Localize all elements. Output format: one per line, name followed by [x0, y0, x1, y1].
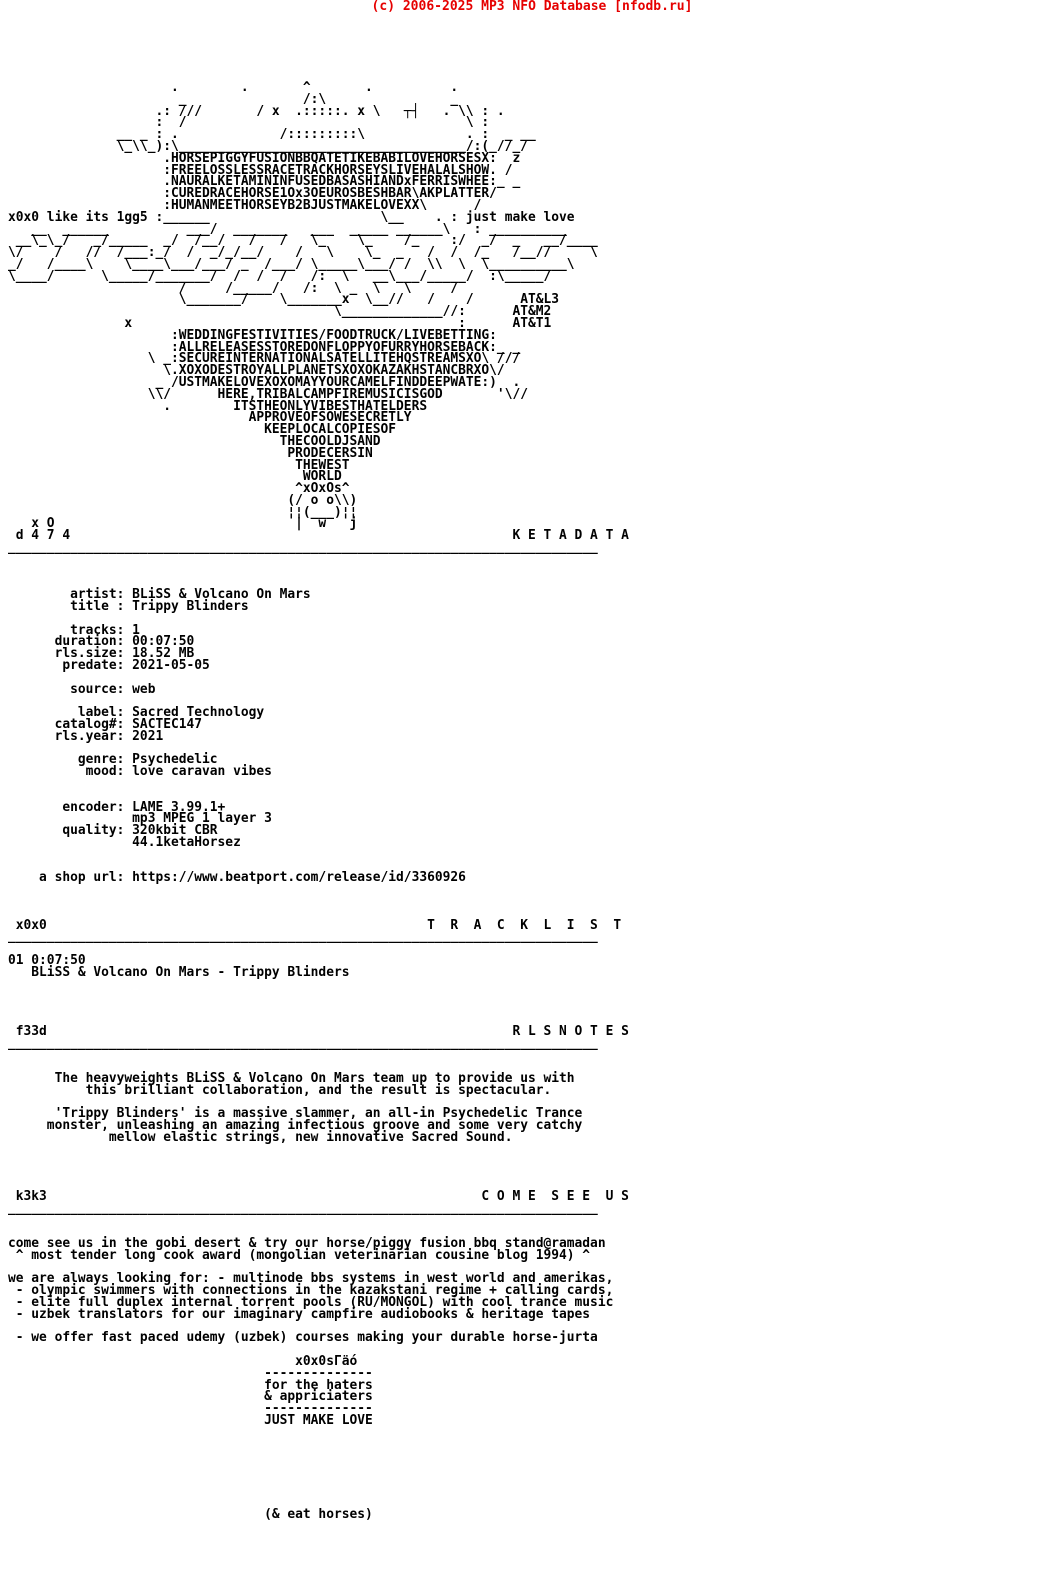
- nfo-line: __ ______ ___/ _______ ___ _____ ______\ : __________: [8, 221, 567, 237]
- nfo-line: :CUREDRACEHORSE1Ox3OEUROSBESHBAR\AKPLATTER/: [8, 186, 497, 202]
- nfo-line: k3k3 C O M E S E E U S: [8, 1188, 629, 1204]
- nfo-line: label: Sacred Technology: [8, 705, 265, 721]
- nfo-line: x0x0 T R A C K L I S T: [8, 917, 622, 933]
- nfo-line: this brilliant collaboration, and the result is spectacular.: [8, 1082, 552, 1098]
- nfo-line: ^xOxOs^: [8, 481, 350, 497]
- nfo-line: quality: 320kbit CBR: [8, 823, 218, 839]
- nfo-line: - olympic swimmers with connections in the kazakstani regime + calling cards,: [8, 1283, 614, 1299]
- nfo-line: 44.1ketaHorsez: [8, 835, 241, 850]
- nfo-line: --------------: [8, 1401, 373, 1417]
- nfo-line: (& eat horses): [8, 1507, 373, 1523]
- nfo-line: : / \ :: [8, 115, 490, 131]
- nfo-line: ____________________________________________________________________________: [8, 1035, 598, 1051]
- nfo-line: - we offer fast paced udemy (uzbek) courses making your durable horse-jurta: [8, 1330, 598, 1346]
- nfo-line: (/ o o\\): [8, 492, 358, 508]
- nfo-line: :HUMANMEETHORSEYB2BJUSTMAKELOVEXX\ /: [8, 197, 482, 213]
- nfo-line: :WEDDINGFESTIVITIES/FOODTRUCK/LIVEBETTING:: [8, 327, 497, 343]
- nfo-line: \.XOXODESTROYALLPLANETSXOXOKAZAKHSTANCBRXO\/: [8, 363, 505, 379]
- nfo-line: \_______/ \_______x \__// / / AT&L3: [8, 292, 560, 308]
- nfo-line: d 4 7 4 K E T A D A T A: [8, 528, 629, 544]
- nfo-line: encoder: LAME 3.99.1+: [8, 799, 226, 815]
- nfo-line: mellow elastic strings, new innovative Sacred Sound.: [8, 1129, 513, 1145]
- nfo-line: - elite full duplex internal torrent pools (RU/MONGOL) with cool trance music: [8, 1295, 614, 1311]
- nfo-line: __ _ : . /:::::::::\ . : _ __: [8, 127, 536, 143]
- nfo-line: ^ most tender long cook award (mongolian veterinarian cousine blog 1994) ^: [8, 1247, 591, 1263]
- nfo-line: .HORSEPIGGYFUSIONBBQATETIKEBABILOVEHORSESX: z: [8, 150, 521, 166]
- nfo-line: PRODECERSIN: [8, 445, 373, 461]
- nfo-text-block: [8, 82, 629, 1521]
- nfo-line: ¦¦(___)¦¦: [8, 504, 358, 520]
- nfo-line: tracks: 1: [8, 622, 140, 638]
- nfo-line: APPROVEOFSOWESECRETLY: [8, 410, 412, 426]
- nfo-line: \_____________//: AT&M2: [8, 304, 552, 320]
- nfo-line: __\_\_/ _/_____ _/ /__/ / / \_ \_ /_ :/ _/ _ __/____: [8, 233, 598, 249]
- nfo-line: :ALLRELEASESSTOREDONFLOPPYOFURRYHORSEBACK:_ _: [8, 339, 521, 355]
- nfo-line: \\/ HERE,TRIBALCAMPFIREMUSICISGOD '\//: [8, 386, 528, 402]
- nfo-line: mood: love caravan vibes: [8, 764, 272, 780]
- nfo-line: :FREELOSSLESSRACETRACKHORSEYSLIVEHALALSHOW. /: [8, 162, 513, 178]
- nfo-line: .: /// / x .:::::. x \ ┬┤ . \\ : .: [8, 103, 505, 119]
- nfo-line: catalog#: SACTEC147: [8, 717, 203, 733]
- nfo-line: genre: Psychedelic: [8, 752, 218, 768]
- nfo-line: 01 0:07:50: [8, 952, 86, 968]
- nfo-line: \_\\_):\_____________________________________/:(_//_/: [8, 138, 528, 154]
- nfo-line: & appriciaters: [8, 1389, 373, 1405]
- nfo-line: THEWEST: [8, 457, 350, 473]
- nfo-line: mp3 MPEG 1 layer 3: [8, 811, 272, 827]
- nfo-line: _ /:\ _: [8, 91, 459, 107]
- nfo-line: x0x0 like its 1gg5 :______ \__ . : just make love: [8, 209, 575, 225]
- nfo-line: JUST MAKE LOVE: [8, 1413, 373, 1429]
- copyright-header: (c) 2006-2025 MP3 NFO Database [nfodb.ru]: [371, 0, 693, 14]
- nfo-line: ____________________________________________________________________________: [8, 1200, 598, 1216]
- nfo-line: / /_____/ /: \ _ \ \ /: [8, 280, 459, 296]
- nfo-line: a shop url: https://www.beatport.com/release/id/3360926: [8, 870, 466, 886]
- nfo-line: BLiSS & Volcano On Mars - Trippy Blinders: [8, 964, 350, 980]
- nfo-line: _ /USTMAKELOVEXOXOMAYYOURCAMELFINDDEEPWATE:) .: [8, 374, 521, 390]
- nfo-line: source: web: [8, 681, 156, 697]
- nfo-line: \ _:SECUREINTERNATIONALSATELLITEHQSTREAMSXO\ ///: [8, 351, 521, 367]
- nfo-line: ____________________________________________________________________________: [8, 540, 598, 556]
- nfo-line: --------------: [8, 1365, 373, 1381]
- nfo-line: we are always looking for: - multinode bbs systems in west world and amerikas,: [8, 1271, 614, 1287]
- nfo-line: f33d R L S N O T E S: [8, 1023, 629, 1039]
- nfo-line: \____/ \_____/_______/ / / / /: \ __\___/_____/ :\_____/: [8, 268, 552, 284]
- nfo-line: x0x0sГäó: [8, 1354, 358, 1370]
- nfo-line: x O | w j: [8, 516, 358, 532]
- nfo-line: x : AT&T1: [8, 315, 552, 331]
- nfo-line: KEEPLOCALCOPIESOF: [8, 422, 397, 438]
- nfo-line: rls.size: 18.52 MB: [8, 646, 195, 662]
- nfo-line: artist: BLiSS & Volcano On Mars: [8, 587, 311, 603]
- nfo-line: .NAURALKETAMININFUSEDBASASHIANDxFERRISWHEE:_ _: [8, 174, 521, 190]
- nfo-line: THECOOLDJSAND: [8, 433, 381, 449]
- nfo-line: duration: 00:07:50: [8, 634, 195, 650]
- nfo-line: predate: 2021-05-05: [8, 658, 210, 674]
- nfo-line: ____________________________________________________________________________: [8, 929, 598, 945]
- nfo-line: for the haters: [8, 1377, 373, 1393]
- nfo-line: _/ /____\ \____\___/___/ _ /___/ \_____\___/ / \\ \ \__________\: [8, 256, 575, 272]
- nfo-line: WORLD: [8, 469, 342, 485]
- nfo-line: come see us in the gobi desert & try our horse/piggy fusion bbq stand@ramadan: [8, 1236, 606, 1252]
- nfo-line: - uzbek translators for our imaginary campfire audiobooks & heritage tapes: [8, 1306, 591, 1322]
- nfo-line: \/ / // /___:_/ / _/_/__/ / \ \_ _ / / /_ /__// \: [8, 245, 598, 261]
- nfo-line: The heavyweights BLiSS & Volcano On Mars team up to provide us with: [8, 1070, 575, 1086]
- nfo-line: 'Trippy Blinders' is a massive slammer, an all-in Psychedelic Trance: [8, 1106, 583, 1122]
- nfo-line: . . ^ . .: [8, 80, 459, 95]
- nfo-line: title : Trippy Blinders: [8, 599, 249, 615]
- nfo-line: monster, unleashing an amazing infectious groove and some very catchy: [8, 1118, 583, 1134]
- nfo-line: . ITSTHEONLYVIBESTHATELDERS: [8, 398, 428, 414]
- nfo-line: rls.year: 2021: [8, 728, 164, 744]
